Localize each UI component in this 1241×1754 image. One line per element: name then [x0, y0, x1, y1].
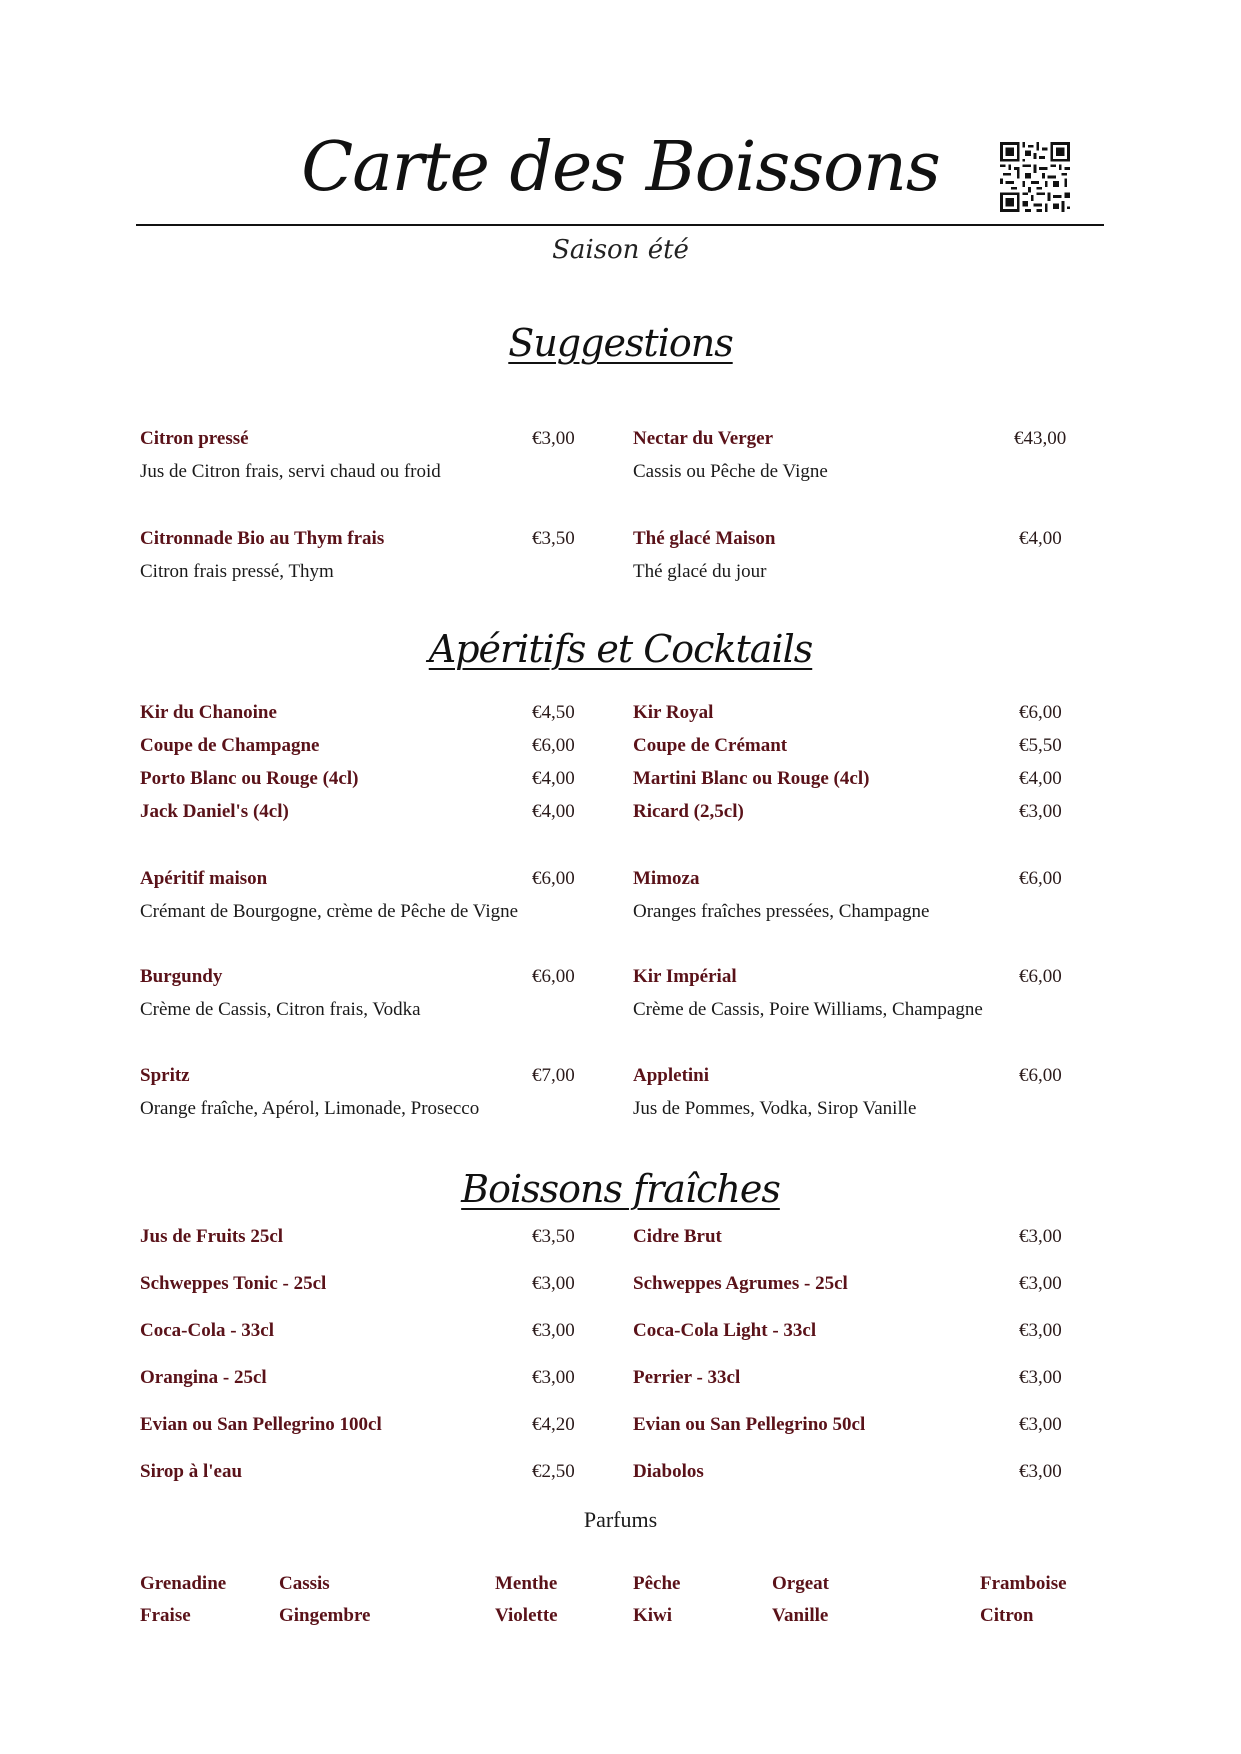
flavors-title: Parfums — [583, 1507, 658, 1532]
menu-item-price: €6,00 — [1019, 868, 1062, 889]
menu-item-name: Kir du Chanoine — [140, 702, 277, 723]
menu-item-name: Burgundy — [140, 966, 223, 987]
menu-item-name: Schweppes Agrumes - 25cl — [633, 1273, 848, 1294]
menu-item-name: Schweppes Tonic - 25cl — [140, 1273, 327, 1294]
section-title-suggestions: Suggestions — [508, 321, 733, 365]
menu-item-name: Coca-Cola Light - 33cl — [633, 1320, 817, 1341]
menu-title: Carte des Boissons — [301, 128, 940, 207]
menu-item-name: Perrier - 33cl — [633, 1367, 741, 1388]
menu-item-name: Coca-Cola - 33cl — [140, 1320, 275, 1341]
menu-item-price: €43,00 — [1014, 428, 1067, 449]
flavor-item: Fraise — [140, 1605, 191, 1626]
menu-item-name: Appletini — [633, 1065, 710, 1086]
menu-item-price: €4,00 — [532, 768, 575, 789]
flavor-item: Menthe — [495, 1573, 558, 1594]
menu-item-name: Kir Royal — [633, 702, 714, 723]
menu-item-price: €3,00 — [1019, 1273, 1062, 1294]
menu-item-name: Sirop à l'eau — [140, 1461, 243, 1482]
menu-item-price: €6,00 — [1019, 702, 1062, 723]
menu-item-name: Citronnade Bio au Thym frais — [140, 528, 385, 549]
menu-item-price: €3,00 — [1019, 1320, 1062, 1341]
flavor-item: Kiwi — [633, 1605, 673, 1626]
menu-item-price: €3,00 — [1019, 1414, 1062, 1435]
menu-item-price: €6,00 — [532, 735, 575, 756]
flavor-item: Orgeat — [772, 1573, 829, 1594]
menu-item-name: Mimoza — [633, 868, 700, 889]
menu-item-name: Porto Blanc ou Rouge (4cl) — [140, 768, 359, 789]
menu-item-name: Thé glacé Maison — [633, 528, 776, 549]
menu-item-description: Citron frais pressé, Thym — [140, 561, 334, 582]
menu-item-name: Cidre Brut — [633, 1226, 722, 1247]
menu-item-name: Nectar du Verger — [633, 428, 774, 449]
qr-code-icon[interactable] — [1000, 142, 1070, 212]
menu-item-description: Jus de Citron frais, servi chaud ou froid — [140, 461, 441, 482]
menu-item-price: €3,50 — [532, 528, 575, 549]
menu-item-price: €7,00 — [532, 1065, 575, 1086]
season-subtitle: Saison été — [552, 235, 689, 265]
menu-item-name: Kir Impérial — [633, 966, 737, 987]
menu-item-price: €3,00 — [1019, 1461, 1062, 1482]
flavor-item: Vanille — [772, 1605, 829, 1626]
title-divider — [136, 224, 1104, 226]
menu-item-description: Crème de Cassis, Citron frais, Vodka — [140, 999, 421, 1020]
menu-item-price: €4,00 — [1019, 528, 1062, 549]
menu-item-name: Coupe de Crémant — [633, 735, 788, 756]
menu-item-price: €4,50 — [532, 702, 575, 723]
menu-item-price: €6,00 — [532, 966, 575, 987]
menu-item-name: Jack Daniel's (4cl) — [140, 801, 289, 822]
section-title-aperitifs: Apéritifs et Cocktails — [428, 627, 813, 671]
flavor-item: Grenadine — [140, 1573, 227, 1594]
menu-item-description: Crémant de Bourgogne, crème de Pêche de Vigne — [140, 901, 519, 922]
menu-item-price: €3,00 — [1019, 1367, 1062, 1388]
menu-item-price: €4,00 — [532, 801, 575, 822]
menu-item-price: €3,00 — [1019, 1226, 1062, 1247]
menu-item-description: Jus de Pommes, Vodka, Sirop Vanille — [633, 1098, 917, 1119]
flavor-item: Cassis — [279, 1573, 330, 1594]
flavor-item: Pêche — [633, 1573, 681, 1594]
menu-item-price: €3,00 — [532, 1320, 575, 1341]
menu-item-description: Crème de Cassis, Poire Williams, Champagne — [633, 999, 983, 1020]
menu-item-price: €3,50 — [532, 1226, 575, 1247]
menu-item-price: €5,50 — [1019, 735, 1062, 756]
flavor-item: Violette — [495, 1605, 558, 1626]
menu-item-name: Orangina - 25cl — [140, 1367, 267, 1388]
menu-item-price: €3,00 — [532, 1367, 575, 1388]
menu-item-name: Ricard (2,5cl) — [633, 801, 744, 822]
menu-item-name: Martini Blanc ou Rouge (4cl) — [633, 768, 870, 789]
menu-item-name: Jus de Fruits 25cl — [140, 1226, 284, 1247]
flavor-item: Citron — [980, 1605, 1034, 1626]
menu-item-name: Citron pressé — [140, 428, 249, 449]
menu-item-price: €3,00 — [532, 1273, 575, 1294]
menu-item-price: €3,00 — [532, 428, 575, 449]
menu-item-price: €6,00 — [1019, 1065, 1062, 1086]
menu-item-description: Cassis ou Pêche de Vigne — [633, 461, 828, 482]
menu-item-description: Thé glacé du jour — [633, 561, 767, 582]
section-title-fresh-drinks: Boissons fraîches — [461, 1167, 780, 1211]
menu-item-name: Apéritif maison — [140, 868, 268, 889]
menu-item-price: €6,00 — [1019, 966, 1062, 987]
menu-item-name: Spritz — [140, 1065, 190, 1086]
menu-item-name: Coupe de Champagne — [140, 735, 320, 756]
menu-item-name: Evian ou San Pellegrino 100cl — [140, 1414, 382, 1435]
menu-item-price: €4,00 — [1019, 768, 1062, 789]
menu-item-price: €2,50 — [532, 1461, 575, 1482]
menu-item-name: Diabolos — [633, 1461, 704, 1482]
flavor-item: Framboise — [980, 1573, 1067, 1594]
menu-item-name: Evian ou San Pellegrino 50cl — [633, 1414, 866, 1435]
menu-item-description: Orange fraîche, Apérol, Limonade, Prosecco — [140, 1098, 480, 1119]
flavor-item: Gingembre — [279, 1605, 371, 1626]
menu-item-price: €4,20 — [532, 1414, 575, 1435]
menu-item-price: €6,00 — [532, 868, 575, 889]
menu-item-price: €3,00 — [1019, 801, 1062, 822]
menu-item-description: Oranges fraîches pressées, Champagne — [633, 901, 930, 922]
